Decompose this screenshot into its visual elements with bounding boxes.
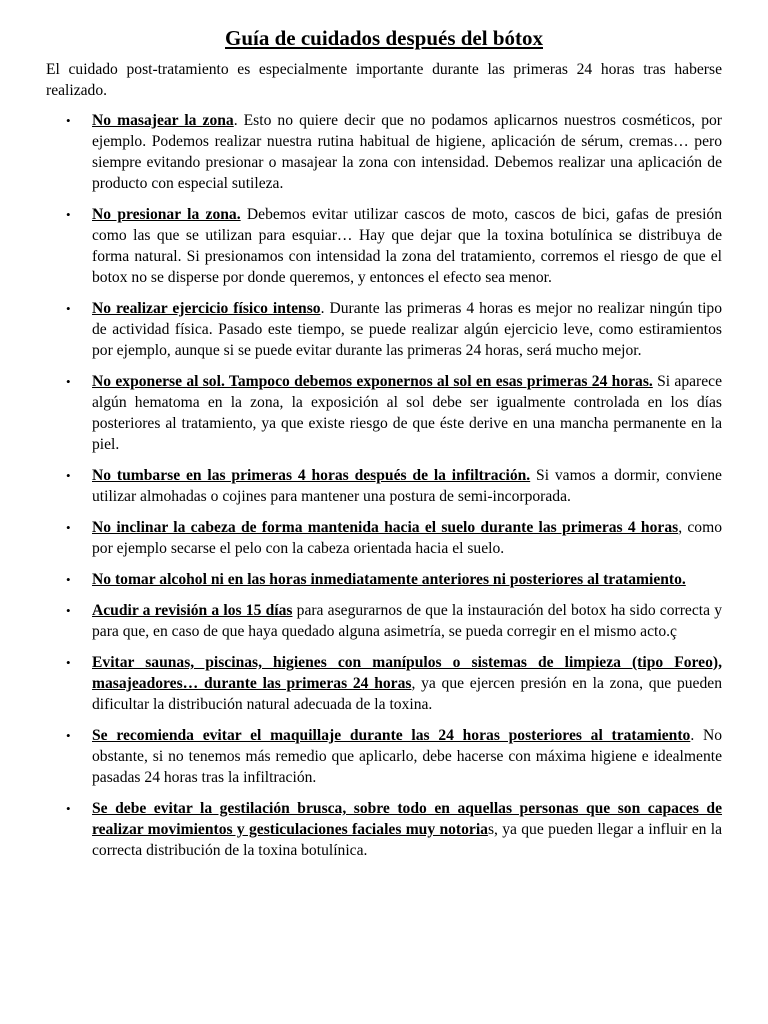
list-item [46, 465, 722, 507]
list-item [46, 517, 722, 559]
bullet-icon: • [66, 374, 71, 389]
bullet-icon: • [66, 655, 71, 670]
bullet-icon: • [66, 207, 71, 222]
item-text: Debemos evitar utilizar cascos de moto, cascos de bici, gafas de presión como las que se utilizan para esquiar… Hay que dejar que la toxina botulínica se distribuya de forma natural. Si presionamos con intensidad la zona del tratamiento, corremos el riesgo de que el botox no se disperse por donde queremos, y entonces el efecto sea menor. [92, 206, 722, 286]
item-text: Si aparece algún hematoma en la zona, la exposición al sol debe ser igualmente controlada en los días posteriores al tratamiento, ya que existe riesgo de que éste derive en una mancha permanente en la piel. [92, 373, 722, 453]
list-item [46, 725, 722, 788]
item-lead: No realizar ejercicio físico intenso [92, 300, 321, 317]
list-item [46, 110, 722, 194]
bullet-icon: • [66, 801, 71, 816]
item-lead: Acudir a revisión a los 15 días [92, 602, 293, 619]
item-lead: No inclinar la cabeza de forma mantenida hacia el suelo durante las primeras 4 horas [92, 519, 679, 536]
item-lead: Se recomienda evitar el maquillaje durante las 24 horas posteriores al tratamiento [92, 727, 691, 744]
item-lead: No tomar alcohol ni en las horas inmediatamente anteriores ni posteriores al tratamiento. [92, 571, 686, 588]
intro-paragraph: El cuidado post-tratamiento es especialmente importante durante las primeras 24 horas tras haberse realizado. [46, 61, 722, 99]
item-text: Si vamos a dormir, conviene utilizar almohadas o cojines para mantener una postura de semi-incorporada. [92, 467, 722, 505]
bullet-icon: • [66, 113, 71, 128]
list-item [46, 204, 722, 288]
document-page [46, 24, 722, 871]
item-text: s, ya que pueden llegar a influir en la correcta distribución de la toxina botulínica. [92, 821, 722, 859]
bullet-icon: • [66, 603, 71, 618]
item-text: para asegurarnos de que la instauración del botox ha sido correcta y para que, en caso de que haya quedado alguna asimetría, se pueda corregir en el mismo acto.ç [92, 602, 722, 640]
bullet-icon: • [66, 468, 71, 483]
item-lead: No tumbarse en las primeras 4 horas después de la infiltración. [92, 467, 531, 484]
item-text: , como por ejemplo secarse el pelo con la cabeza orientada hacia el suelo. [92, 519, 722, 557]
item-lead: Se debe evitar la gestilación brusca, sobre todo en aquellas personas que son capaces de realizar movimientos y gesticulaciones faciales muy notoria [92, 800, 722, 838]
item-lead: No exponerse al sol. Tampoco debemos exponernos al sol en esas primeras 24 horas. [92, 373, 653, 390]
list-item [46, 371, 722, 455]
item-lead: No presionar la zona. [92, 206, 241, 223]
item-text: . Durante las primeras 4 horas es mejor no realizar ningún tipo de actividad física. Pasado este tiempo, se puede realizar algún ejercicio leve, como estiramientos por ejemplo, aunque si se puede evitar durante las primeras 24 horas, será mucho mejor. [92, 300, 722, 359]
list-item [46, 298, 722, 361]
care-list [46, 110, 722, 861]
bullet-icon: • [66, 520, 71, 535]
item-lead: Evitar saunas, piscinas, higienes con manípulos o sistemas de limpieza (tipo Foreo), masajeadores… durante las primeras 24 horas [92, 654, 722, 692]
item-text: . Esto no quiere decir que no podamos aplicarnos nuestros cosméticos, por ejemplo. Podemos realizar nuestra rutina habitual de higiene, aplicación de sérum, cremas… pero siempre evitando presionar o masajear la zona con intensidad. Debemos realizar una aplicación de producto con especial sutileza. [92, 112, 722, 192]
bullet-icon: • [66, 728, 71, 743]
item-text: , ya que ejercen presión en la zona, que pueden dificultar la distribución natural adecuada de la toxina. [92, 675, 722, 713]
list-item [46, 652, 722, 715]
item-text: . No obstante, si no tenemos más remedio que aplicarlo, debe hacerse con máxima higiene e idealmente pasadas 24 horas tras la infiltración. [92, 727, 723, 786]
document-title: Guía de cuidados después del bótox [225, 26, 543, 50]
bullet-icon: • [66, 572, 71, 587]
list-item [46, 600, 722, 642]
item-lead: No masajear la zona [92, 112, 234, 129]
list-item [46, 798, 722, 861]
list-item [46, 569, 722, 590]
bullet-icon: • [66, 301, 71, 316]
